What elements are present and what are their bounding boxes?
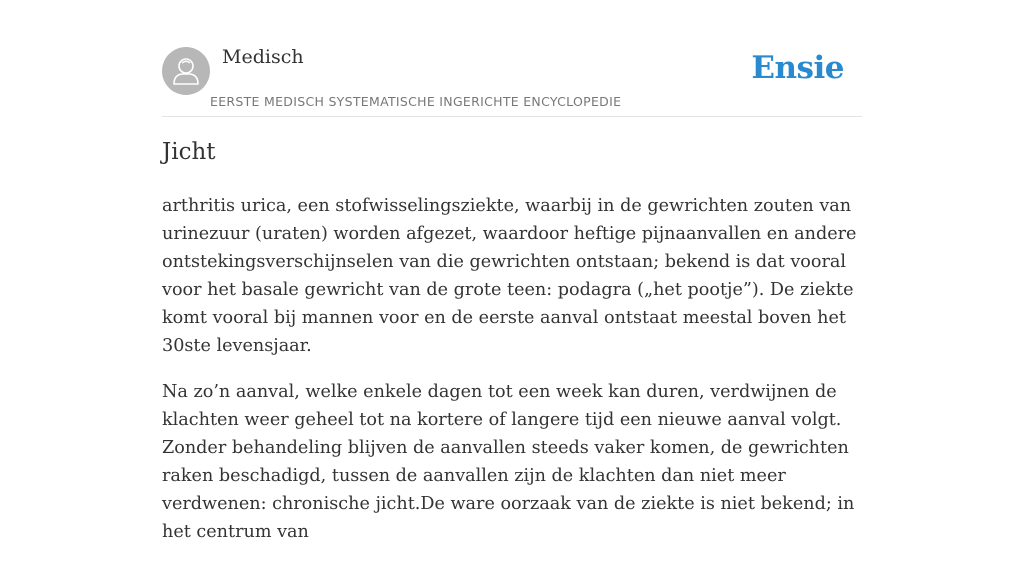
article-paragraph: Na zo’n aanval, welke enkele dagen tot een week kan duren, verdwijnen de klachten weer geheel tot na kortere of langere tijd een nieuwe aanval volgt. Zonder behandeling blijven de aanvallen steeds vaker komen, de gewrichten raken beschadigd, tussen de aanvallen zijn de klachten dan niet meer verdwenen: chronische jicht.De ware oorzaak van de ziekte is niet bekend; in het centrum van	[162, 382, 855, 542]
article-paragraph: arthritis urica, een stofwisselingsziekte, waarbij in de gewrichten zouten van urinezuur (uraten) worden afgezet, waardoor heftige pijnaanvallen en andere ontstekingsverschijnselen van die gewrichten ontstaan; bekend is dat vooral voor het basale gewricht van de grote teen: podagra („het pootje”). De ziekte komt vooral bij mannen voor en de eerste aanval ontstaat meestal boven het 30ste levensjaar.	[162, 196, 857, 356]
avatar[interactable]	[162, 47, 210, 95]
source-name[interactable]: Medisch	[222, 46, 304, 68]
article-body	[162, 192, 865, 564]
user-icon	[162, 47, 210, 95]
page-title: Jicht	[162, 139, 216, 165]
header	[162, 0, 862, 117]
brand-logo[interactable]: Ensie	[751, 50, 844, 86]
source-subtitle: EERSTE MEDISCH SYSTEMATISCHE INGERICHTE ENCYCLOPEDIE	[210, 94, 622, 109]
